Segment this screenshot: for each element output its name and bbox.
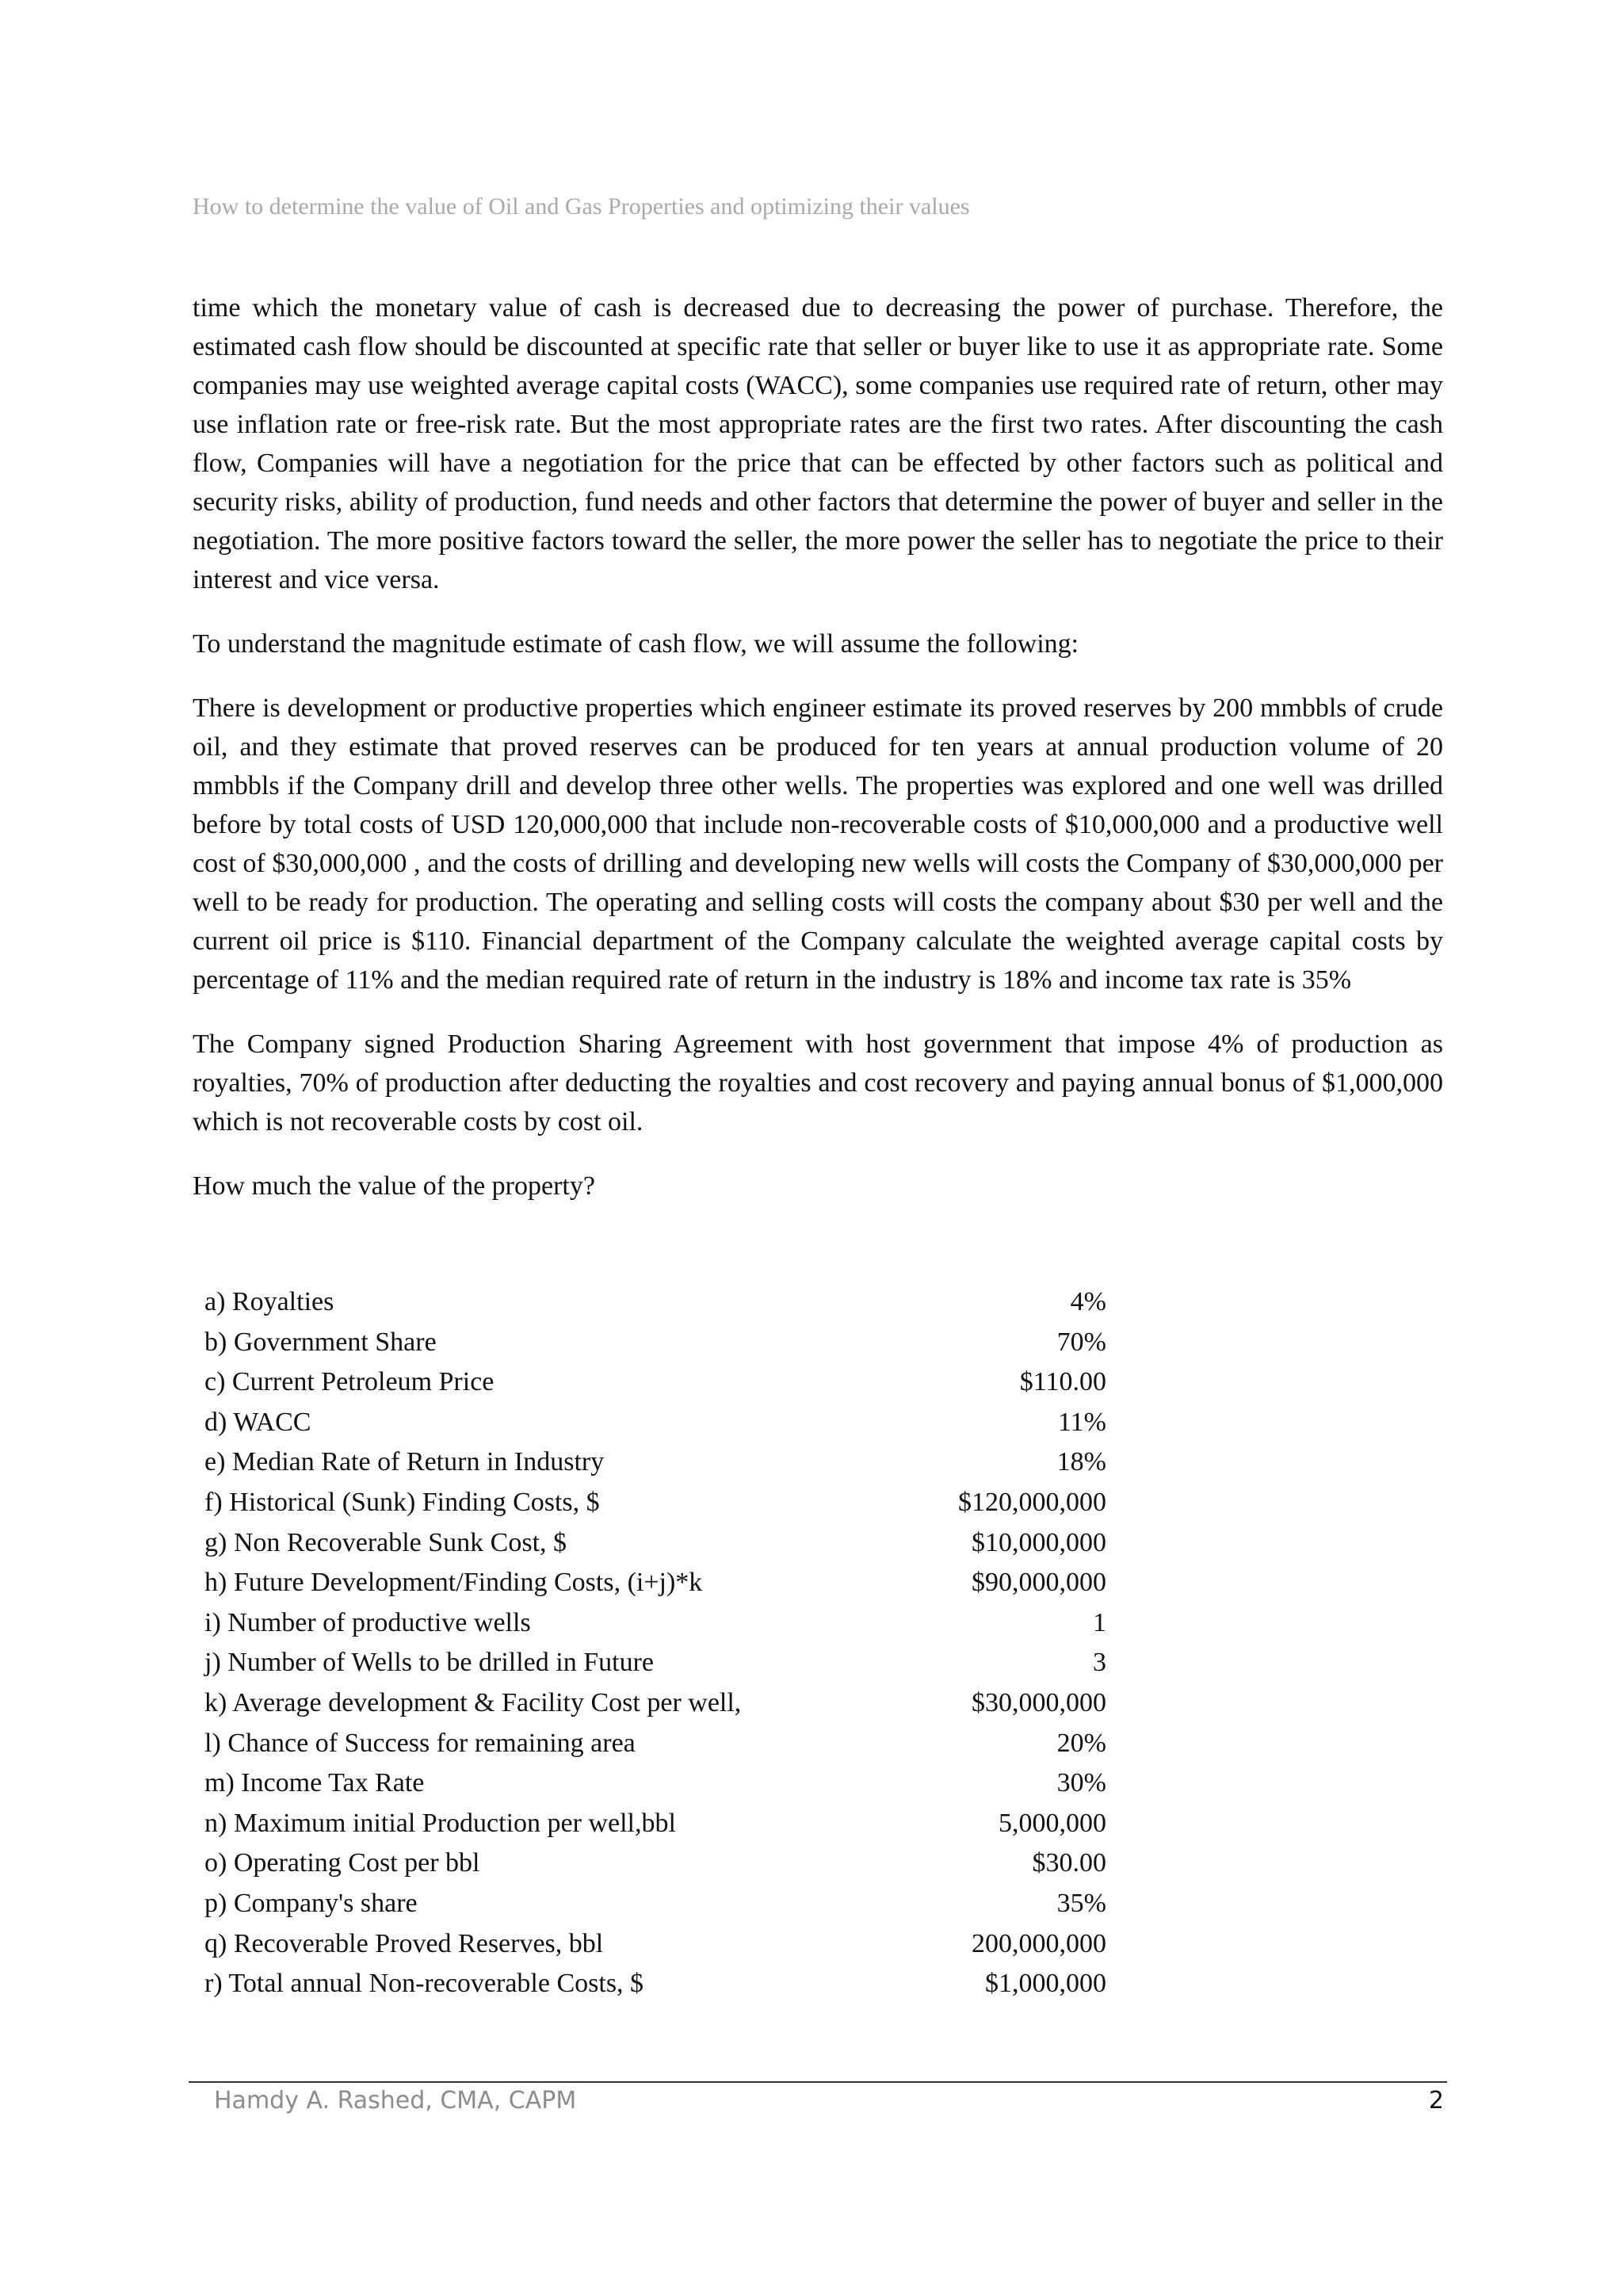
paragraph-assumption-intro: To understand the magnitude estimate of cash flow, we will assume the following:: [193, 629, 1079, 659]
parameter-label: k) Average development & Facility Cost per well,: [204, 1687, 742, 1717]
parameter-value: $120,000,000: [958, 1487, 1106, 1517]
parameter-value: 200,000,000: [972, 1928, 1106, 1958]
parameter-value: 4%: [1070, 1287, 1106, 1316]
parameter-label: b) Government Share: [204, 1327, 437, 1357]
parameter-label: r) Total annual Non-recoverable Costs, $: [204, 1969, 644, 1999]
table-row: [204, 1964, 1106, 2004]
table-row: [204, 1483, 1106, 1523]
table-row: [204, 1603, 1106, 1644]
table-row: [204, 1362, 1106, 1403]
parameter-label: c) Current Petroleum Price: [204, 1367, 495, 1397]
parameter-value: $90,000,000: [972, 1568, 1106, 1598]
footer-author: Hamdy A. Rashed, CMA, CAPM: [214, 2087, 577, 2115]
table-row: [204, 1924, 1106, 1965]
parameter-value: 35%: [1056, 1888, 1106, 1918]
parameter-label: d) WACC: [204, 1407, 311, 1437]
table-row: [204, 1403, 1106, 1443]
parameter-value: $30,000,000: [972, 1687, 1106, 1717]
parameter-value: 20%: [1056, 1728, 1106, 1758]
table-row: [204, 1843, 1106, 1884]
paragraph-property-description: There is development or productive properties which engineer estimate its proved reserves by 200 mmbbls of crude oil, and they estimate that proved reserves can be produced for ten years at annual production volume of 20 mmbbls if the Company drill and develop three other wells. The properties was explored and one well was drilled before by total costs of USD 120,000,000 that include non-recoverable costs of $10,000,000 and a productive well cost of $30,000,000 , and the costs of drilling and developing new wells will costs the Company of $30,000,000 per well to be ready for production. The operating and selling costs will costs the company about $30 per well and the current oil price is $110. Financial department of the Company calculate the weighted average capital costs by percentage of 11% and the median required rate of return in the industry is 18% and income tax rate is 35%: [193, 693, 1443, 995]
parameter-label: n) Maximum initial Production per well,bbl: [204, 1808, 676, 1838]
table-row: [204, 1683, 1106, 1724]
parameter-label: p) Company's share: [204, 1888, 418, 1918]
body-text: [193, 288, 1443, 1231]
parameter-value: 1: [1093, 1607, 1106, 1637]
table-row: [204, 1763, 1106, 1804]
paragraph-discounting: time which the monetary value of cash is decreased due to decreasing the power of purchase. Therefore, the estimated cash flow should be discounted at specific rate that seller or buyer like to use it as appropriate rate. Some companies may use weighted average capital costs (WACC), some companies use required rate of return, other may use inflation rate or free-risk rate. But the most appropriate rates are the first two rates. After discounting the cash flow, Companies will have a negotiation for the price that can be effected by other factors such as political and security risks, ability of production, fund needs and other factors that determine the power of buyer and seller in the negotiation. The more positive factors toward the seller, the more power the seller has to negotiate the price to their interest and vice versa.: [193, 293, 1443, 594]
table-row: [204, 1884, 1106, 1924]
table-row: [204, 1724, 1106, 1764]
parameter-label: q) Recoverable Proved Reserves, bbl: [204, 1928, 604, 1958]
table-row: [204, 1323, 1106, 1363]
running-header: How to determine the value of Oil and Gas Properties and optimizing their values: [193, 193, 970, 220]
parameter-value: 18%: [1056, 1447, 1106, 1477]
parameter-value: 11%: [1057, 1407, 1106, 1437]
parameter-value: $30.00: [1032, 1848, 1106, 1878]
table-row: [204, 1282, 1106, 1323]
parameter-label: a) Royalties: [204, 1287, 334, 1316]
table-row: [204, 1442, 1106, 1483]
parameter-value: 5,000,000: [999, 1808, 1106, 1838]
parameter-value: 30%: [1056, 1768, 1106, 1798]
parameter-label: e) Median Rate of Return in Industry: [204, 1447, 605, 1477]
paragraph-question: How much the value of the property?: [193, 1171, 595, 1201]
parameter-value: 3: [1093, 1648, 1106, 1678]
parameter-label: g) Non Recoverable Sunk Cost, $: [204, 1527, 567, 1557]
parameter-label: o) Operating Cost per bbl: [204, 1848, 480, 1878]
footer-divider: [189, 2081, 1447, 2083]
table-row: [204, 1523, 1106, 1564]
parameter-value: $1,000,000: [985, 1969, 1106, 1999]
parameter-label: j) Number of Wells to be drilled in Future: [204, 1648, 654, 1678]
paragraph-production-sharing: The Company signed Production Sharing Agreement with host government that impose 4% of production as royalties, 70% of production after deducting the royalties and cost recovery and paying annual bonus of $1,000,000 which is not recoverable costs by cost oil.: [193, 1030, 1443, 1137]
parameter-label: l) Chance of Success for remaining area: [204, 1728, 636, 1758]
parameter-value: 70%: [1056, 1327, 1106, 1357]
parameter-value: $10,000,000: [972, 1527, 1106, 1557]
parameter-label: h) Future Development/Finding Costs, (i+j)*k: [204, 1568, 703, 1598]
parameters-table: [204, 1282, 1106, 2004]
parameter-label: m) Income Tax Rate: [204, 1768, 425, 1798]
table-row: [204, 1643, 1106, 1683]
parameter-value: $110.00: [1019, 1367, 1106, 1397]
table-row: [204, 1804, 1106, 1844]
parameter-label: i) Number of productive wells: [204, 1607, 531, 1637]
table-row: [204, 1563, 1106, 1603]
parameter-label: f) Historical (Sunk) Finding Costs, $: [204, 1487, 600, 1517]
page-number: 2: [1428, 2087, 1444, 2115]
